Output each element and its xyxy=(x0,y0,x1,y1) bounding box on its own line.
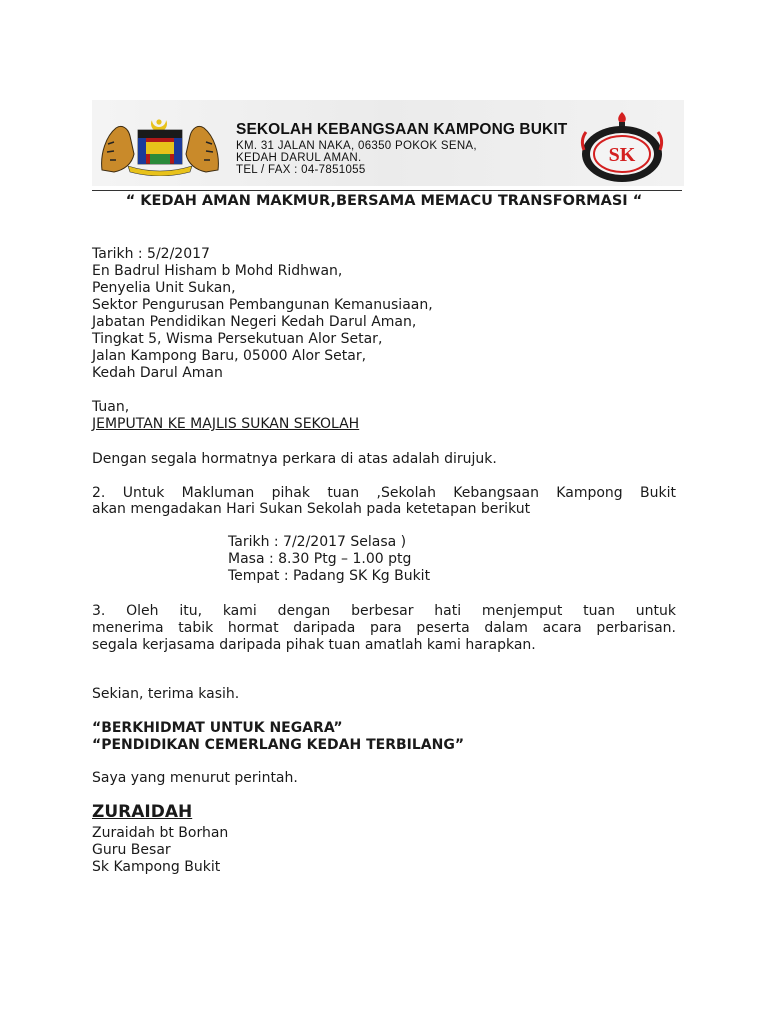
letterhead-divider xyxy=(92,190,682,191)
school-address-line2: KEDAH DARUL AMAN. xyxy=(236,152,362,164)
salutation: Tuan, xyxy=(92,399,130,415)
paragraph-2-line2: akan mengadakan Hari Sukan Sekolah pada ketetapan berikut xyxy=(92,501,531,517)
signatory-school: Sk Kampong Bukit xyxy=(92,859,221,875)
slogan-2: “PENDIDIKAN CEMERLANG KEDAH TERBILANG” xyxy=(92,737,465,753)
recipient-line: En Badrul Hisham b Mohd Ridhwan, xyxy=(92,263,343,279)
svg-text:SK: SK xyxy=(608,144,636,166)
letterhead xyxy=(92,100,684,186)
paragraph-3-line3: segala kerjasama daripada pihak tuan amatlah kami harapkan. xyxy=(92,637,536,653)
yours-faithfully: Saya yang menurut perintah. xyxy=(92,770,298,786)
coat-of-arms-icon xyxy=(98,114,222,176)
closing: Sekian, terima kasih. xyxy=(92,686,240,702)
signatory-title: Guru Besar xyxy=(92,842,171,858)
slogan-1: “BERKHIDMAT UNTUK NEGARA” xyxy=(92,720,343,736)
signatory-name: Zuraidah bt Borhan xyxy=(92,825,229,841)
recipient-line: Penyelia Unit Sukan, xyxy=(92,280,236,296)
recipient-line: Jabatan Pendidikan Negeri Kedah Darul Aman, xyxy=(92,314,417,330)
school-logo-icon xyxy=(572,110,672,184)
signature: ZURAIDAH xyxy=(92,802,193,822)
paragraph-2-line1: 2. Untuk Makluman pihak tuan ,Sekolah Kebangsaan Kampong Bukit xyxy=(92,485,676,501)
event-venue: Tempat : Padang SK Kg Bukit xyxy=(228,568,431,584)
event-date: Tarikh : 7/2/2017 Selasa ) xyxy=(228,534,407,550)
letter-subject: JEMPUTAN KE MAJLIS SUKAN SEKOLAH xyxy=(92,416,360,432)
paragraph-3-line1: 3. Oleh itu, kami dengan berbesar hati menjemput tuan untuk xyxy=(92,603,676,619)
recipient-line: Jalan Kampong Baru, 05000 Alor Setar, xyxy=(92,348,367,364)
event-time: Masa : 8.30 Ptg – 1.00 ptg xyxy=(228,551,412,567)
paragraph-1: Dengan segala hormatnya perkara di atas adalah dirujuk. xyxy=(92,451,497,467)
paragraph-3-line2: menerima tabik hormat daripada para peserta dalam acara perbarisan. xyxy=(92,620,676,636)
school-tel-fax: TEL / FAX : 04-7851055 xyxy=(236,164,366,176)
recipient-line: Kedah Darul Aman xyxy=(92,365,223,381)
state-motto: “ KEDAH AMAN MAKMUR,BERSAMA MEMACU TRANSFORMASI “ xyxy=(125,193,643,209)
letter-date: Tarikh : 5/2/2017 xyxy=(92,246,210,262)
recipient-line: Tingkat 5, Wisma Persekutuan Alor Setar, xyxy=(92,331,383,347)
school-address-line1: KM. 31 JALAN NAKA, 06350 POKOK SENA, xyxy=(236,140,477,152)
school-name: SEKOLAH KEBANGSAAN KAMPONG BUKIT xyxy=(236,121,568,138)
recipient-line: Sektor Pengurusan Pembangunan Kemanusiaan, xyxy=(92,297,433,313)
